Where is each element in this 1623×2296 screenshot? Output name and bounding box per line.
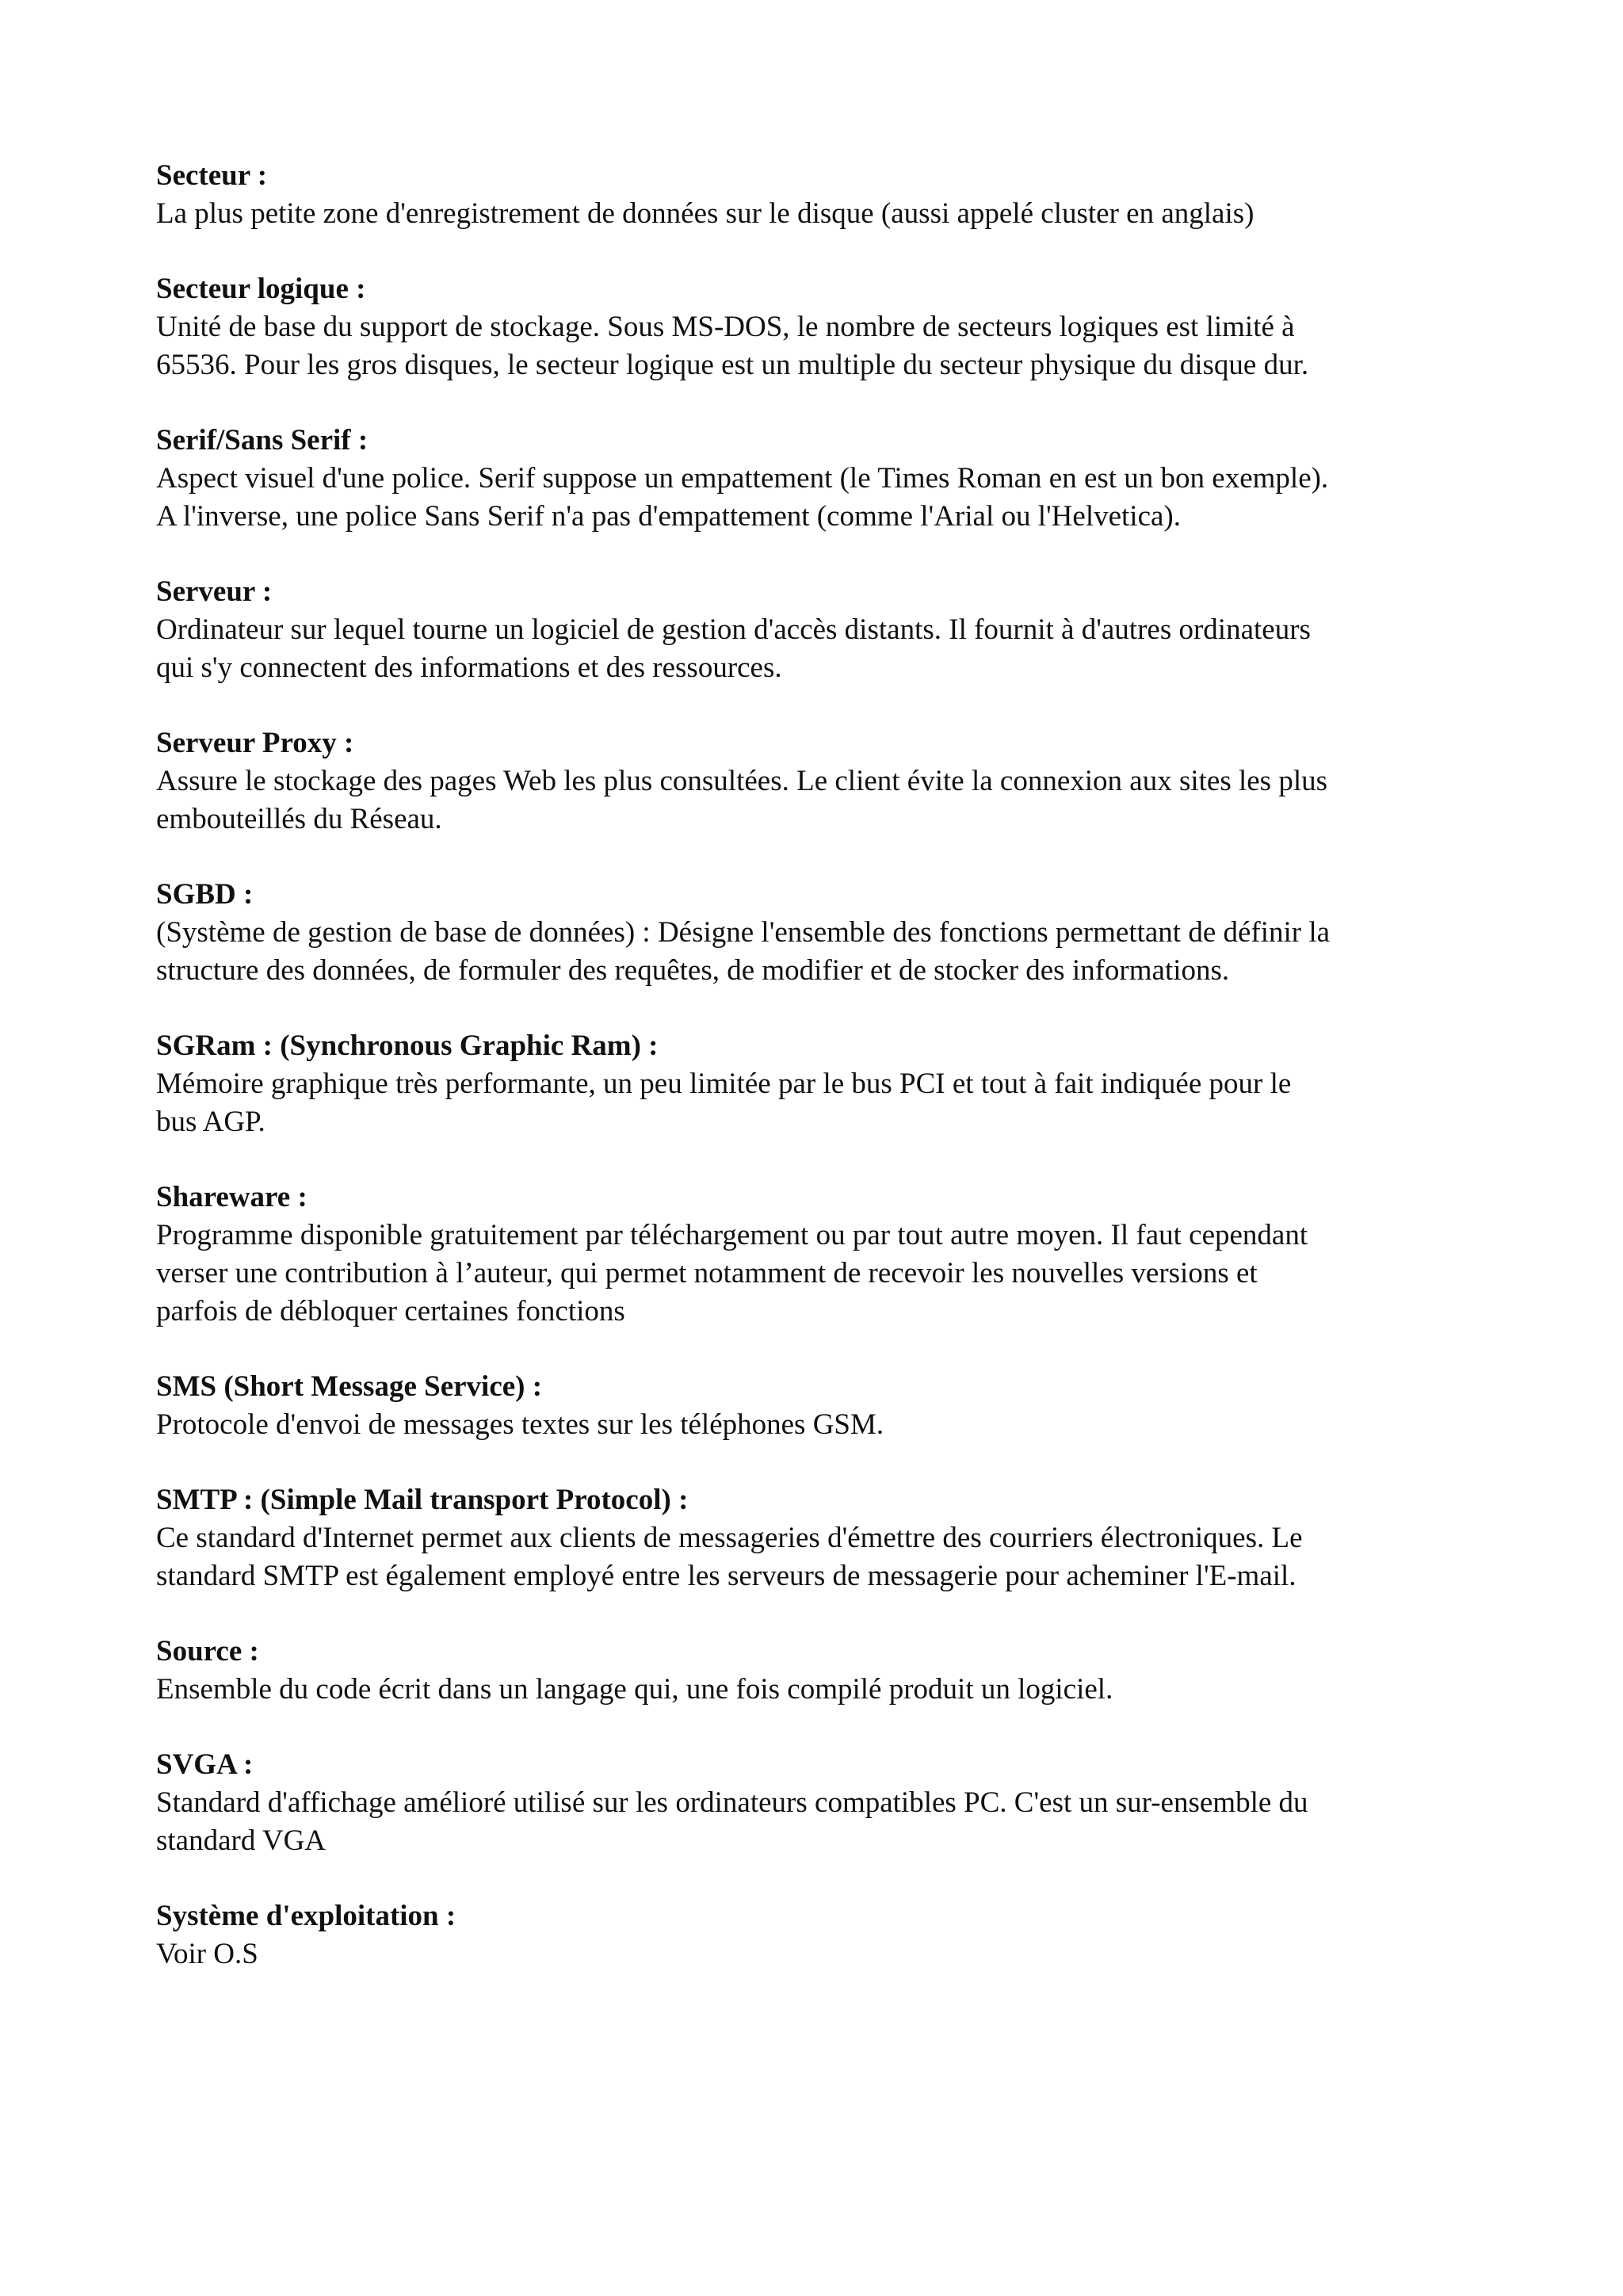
glossary-entry	[156, 1179, 1487, 1331]
definition-line: Ordinateur sur lequel tourne un logiciel de gestion d'accès distants. Il fournit à d'autres ordinateurs	[156, 613, 1311, 646]
definition-line: 65536. Pour les gros disques, le secteur logique est un multiple du secteur physique du disque dur.	[156, 349, 1309, 381]
glossary-list	[156, 157, 1487, 2011]
glossary-term: Secteur :	[156, 159, 268, 192]
glossary-definition	[156, 1065, 1487, 1141]
glossary-entry	[156, 270, 1487, 384]
glossary-entry	[156, 1897, 1487, 1973]
definition-line: parfois de débloquer certaines fonctions	[156, 1295, 625, 1328]
glossary-term: Serveur :	[156, 575, 273, 608]
glossary-definition	[156, 1935, 1487, 1973]
definition-line: (Système de gestion de base de données) : Désigne l'ensemble des fonctions permettant de définir la	[156, 916, 1331, 949]
definition-line: Programme disponible gratuitement par téléchargement ou par tout autre moyen. Il faut cependant	[156, 1219, 1308, 1251]
glossary-entry	[156, 1481, 1487, 1595]
glossary-entry	[156, 573, 1487, 687]
glossary-definition	[156, 1217, 1487, 1331]
glossary-definition	[156, 611, 1487, 687]
glossary-definition	[156, 762, 1487, 839]
glossary-definition	[156, 1519, 1487, 1595]
glossary-entry	[156, 1027, 1487, 1141]
definition-line: qui s'y connectent des informations et des ressources.	[156, 651, 782, 684]
glossary-term: Serveur Proxy :	[156, 727, 354, 759]
definition-line: A l'inverse, une police Sans Serif n'a pas d'empattement (comme l'Arial ou l'Helvetica).	[156, 500, 1181, 533]
glossary-entry	[156, 1746, 1487, 1860]
glossary-term: SMS (Short Message Service) :	[156, 1370, 543, 1403]
definition-line: Aspect visuel d'une police. Serif suppose un empattement (le Times Roman en est un bon exemple).	[156, 462, 1329, 495]
definition-line: Standard d'affichage amélioré utilisé sur les ordinateurs compatibles PC. C'est un sur-ensemble du	[156, 1786, 1308, 1819]
glossary-definition	[156, 195, 1487, 233]
glossary-entry	[156, 1633, 1487, 1709]
glossary-term: SMTP : (Simple Mail transport Protocol) :	[156, 1484, 689, 1516]
glossary-entry	[156, 724, 1487, 839]
glossary-entry	[156, 876, 1487, 990]
definition-line: Protocole d'envoi de messages textes sur les téléphones GSM.	[156, 1408, 884, 1441]
glossary-entry	[156, 422, 1487, 536]
glossary-entry	[156, 1368, 1487, 1444]
glossary-definition	[156, 460, 1487, 536]
glossary-term: Secteur logique :	[156, 273, 366, 305]
definition-line: Voir O.S	[156, 1938, 258, 1970]
glossary-definition	[156, 1406, 1487, 1444]
glossary-definition	[156, 308, 1487, 384]
glossary-definition	[156, 914, 1487, 990]
definition-line: structure des données, de formuler des requêtes, de modifier et de stocker des informations.	[156, 954, 1230, 987]
definition-line: standard VGA	[156, 1824, 327, 1857]
glossary-term: Serif/Sans Serif :	[156, 424, 369, 457]
glossary-term: SGBD :	[156, 878, 254, 911]
definition-line: La plus petite zone d'enregistrement de données sur le disque (aussi appelé cluster en anglais)	[156, 197, 1254, 230]
glossary-entry	[156, 157, 1487, 233]
definition-line: bus AGP.	[156, 1106, 265, 1138]
definition-line: standard SMTP est également employé entre les serveurs de messagerie pour acheminer l'E-mail.	[156, 1560, 1296, 1592]
definition-line: embouteillés du Réseau.	[156, 803, 442, 835]
definition-line: Ce standard d'Internet permet aux clients de messageries d'émettre des courriers électroniques. Le	[156, 1522, 1303, 1554]
definition-line: verser une contribution à l’auteur, qui permet notamment de recevoir les nouvelles versions et	[156, 1257, 1258, 1289]
glossary-term: Shareware :	[156, 1181, 307, 1213]
definition-line: Assure le stockage des pages Web les plus consultées. Le client évite la connexion aux sites les plus	[156, 765, 1328, 797]
glossary-term: Système d'exploitation :	[156, 1900, 456, 1932]
glossary-definition	[156, 1784, 1487, 1860]
glossary-definition	[156, 1671, 1487, 1709]
definition-line: Ensemble du code écrit dans un langage qui, une fois compilé produit un logiciel.	[156, 1673, 1113, 1706]
glossary-term: SVGA :	[156, 1748, 254, 1781]
glossary-term: Source :	[156, 1635, 259, 1668]
definition-line: Unité de base du support de stockage. Sous MS-DOS, le nombre de secteurs logiques est limité à	[156, 311, 1295, 343]
definition-line: Mémoire graphique très performante, un peu limitée par le bus PCI et tout à fait indiquée pour le	[156, 1068, 1292, 1100]
glossary-term: SGRam : (Synchronous Graphic Ram) :	[156, 1030, 659, 1062]
